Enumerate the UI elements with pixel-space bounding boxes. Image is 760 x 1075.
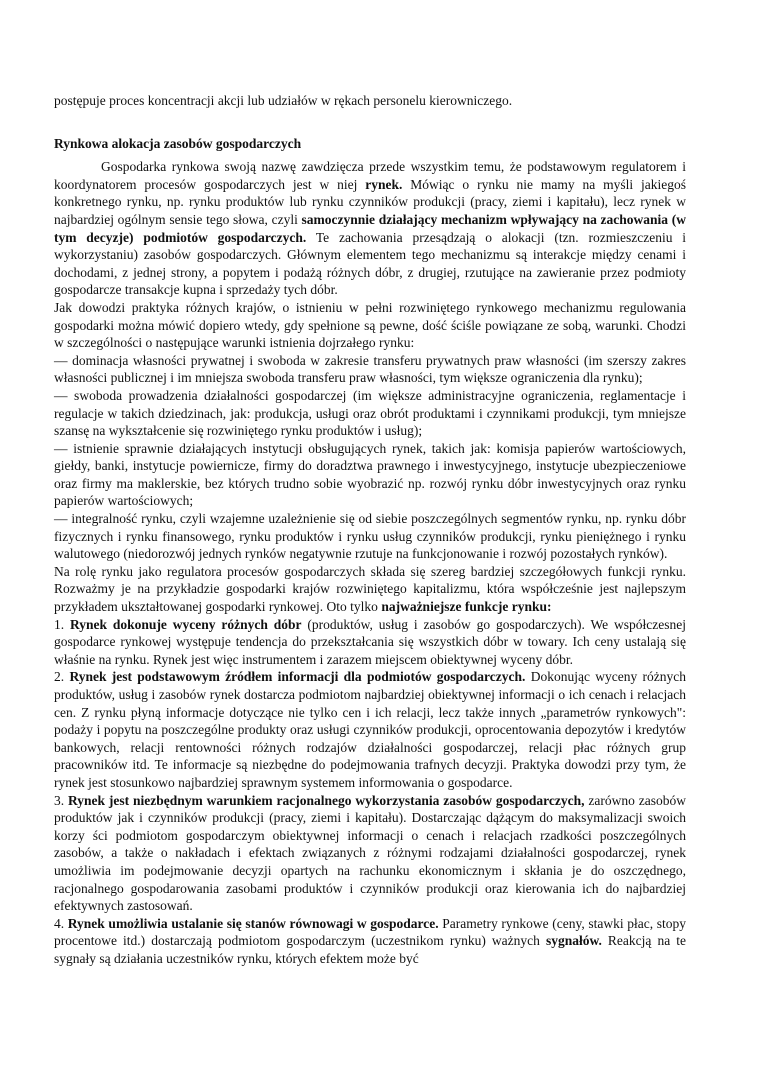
- section-heading: Rynkowa alokacja zasobów gospodarczych: [54, 135, 302, 151]
- function-item: 2. Rynek jest podstawowym źródłem informacji dla podmiotów gospodarczych. Dokonując wyceny różnych produktów, usług i zasobów rynek dostarcza podmiotom najbardziej obiektywnej informacji o ich cenach i relacjach cen. Z rynku płyną informacje dotyczące nie tylko cen i ich relacji, lecz także innych „parametrów rynkowych": podaży i popytu na poszczególne produkty oraz usługi czynników produkcji, oprocentowania depozytów i kredytów bankowych, relacji rentowności różnych rodzajów działalności gospodarczej, relacji płac różnych grup pracowników itd. Te informacje są niezbędne do podejmowania trafnych decyzji. Praktyka dowodzi przy tym, że rynek jest stosunkowo najbardziej sprawnym systemem informowania o gospodarce.: [54, 669, 687, 790]
- condition-item: — istnienie sprawnie działających instytucji obsługujących rynek, takich jak: komisja papierów wartościowych, giełdy, banki, instytucje powiernicze, firmy do doradztwa prawnego i inwestycyjnego, instytucje ubezpieczeniowe oraz firmy ma maklerskie, bez których trudno sobie wyobrazić np. rozwój rynku dóbr inwestycyjnych oraz rynku papierów wartościowych;: [54, 440, 686, 509]
- document-page: [54, 92, 686, 968]
- function-item: 1. Rynek dokonuje wyceny różnych dóbr (produktów, usług i zasobów go gospodarczych). We współczesnej gospodarce rynkowej występuje tendencja do przekształcania się wszystkich dóbr w towary. Ich ceny ustalają się właśnie na rynku. Rynek jest więc instrumentem i zarazem miejscem obiektywnej wyceny dóbr.: [54, 616, 686, 667]
- paragraph-functions-intro: Na rolę rynku jako regulatora procesów gospodarczych składa się szereg bardziej szczegółowych funkcji rynku. Rozważmy je na przykładzie gospodarki krajów rozwiniętego kapitalizmu, która współcześnie jest najlepszym przykładem ukształtowanej gospodarki rynkowej. Oto tylko najważniejsze funkcje rynku:: [54, 563, 686, 615]
- intro-line: postępuje proces koncentracji akcji lub udziałów w rękach personelu kierowniczego.: [54, 93, 513, 108]
- condition-item: — integralność rynku, czyli wzajemne uzależnienie się od siebie poszczególnych segmentów rynku, np. rynku dóbr fizycznych i rynku finansowego, rynku produktów i rynku usług czynników produkcji, rynku pieniężnego i rynku walutowego (niedorozwój jednych rynków negatywnie rzutuje na funkcjonowanie i rozwój pozostałych rynków).: [54, 511, 686, 562]
- paragraph-conditions-intro: Jak dowodzi praktyka różnych krajów, o istnieniu w pełni rozwiniętego rynkowego mechanizmu regulowania gospodarki można mówić dopiero wtedy, gdy spełnione są pewne, dość ściśle powiązane ze sobą, warunki. Chodzi w szczególności o następujące warunki istnienia dojrzałego rynku:: [54, 299, 686, 351]
- function-item: 3. Rynek jest niezbędnym warunkiem racjonalnego wykorzystania zasobów gospodarczych, zarówno zasobów produktów jak i czynników produkcji (pracy, ziemi i kapitału). Dostarczając dążącym do maksymalizacji swoich korzy ści podmiotom gospodarczym obiektywnej informacji o cenach i relacjach rzadkości poszczególnych zasobów, a także o nakładach i efektach związanych z różnymi rodzajami działalności gospodarczej, rynek umożliwia im podejmowanie decyzji opartych na rachunku ekonomicznym i skłania je do oszczędnego, racjonalnego gospodarowania zasobami produktów i czynników produkcji oraz kierowania ich do najbardziej efektywnych zastosowań.: [54, 792, 686, 914]
- condition-item: — dominacja własności prywatnej i swoboda w zakresie transferu prywatnych praw własności (im szerszy zakres własności publicznej i im mniejsza swoboda transferu praw własności, tym większe ograniczenia dla rynku);: [54, 352, 686, 386]
- paragraph-market-regulator: Gospodarka rynkowa swoją nazwę zawdzięcza przede wszystkim temu, że podstawowym regulatorem i koordynatorem procesów gospodarczych jest w niej rynek. Mówiąc o rynku nie mamy na myśli jakiegoś konkretnego rynku, np. rynku produktów lub rynku czynników produkcji (pracy, ziemi i kapitału), lecz rynek w najbardziej ogólnym sensie tego słowa, czyli samoczynnie działający mechanizm wpływający na zachowania (w tym decyzje) podmiotów gospodarczych. Te zachowania przesądzają o alokacji (tzn. rozmieszczeniu i wykorzystaniu) zasobów gospodarczych. Głównym elementem tego mechanizmu są interakcje między cenami i dochodami, z jednej strony, a popytem i podażą różnych dóbr, z drugiej, rzutujące na zawieranie przez podmioty gospodarcze transakcje kupna i sprzedaży tych dóbr.: [54, 159, 687, 298]
- condition-item: — swoboda prowadzenia działalności gospodarczej (im większe administracyjne ograniczenia, reglamentacje i regulacje w takich dziedzinach, jak: produkcja, usługi oraz obrót produktami i czynnikami produkcji, tym mniejsze szansę na wykształcenie się rozwiniętego rynku produktów i usług);: [54, 387, 686, 439]
- function-item: 4. Rynek umożliwia ustalanie się stanów równowagi w gospodarce. Parametry rynkowe (ceny, stawki płac, stopy procentowe itd.) dostarczają podmiotom gospodarczym (uczestnikom rynku) ważnych sygnałów. Reakcją na te sygnały są działania uczestników rynku, których efektem może być: [54, 915, 687, 966]
